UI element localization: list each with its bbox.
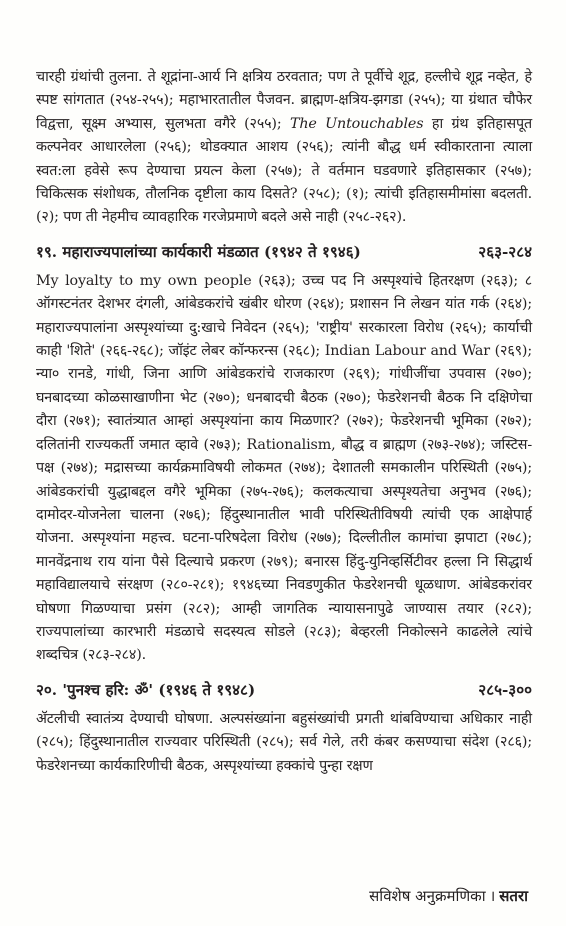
section-title: २०. 'पुनश्च हरि: ॐ' (१९४६ ते १९४८)	[36, 680, 256, 699]
footer-separator: ।	[489, 887, 496, 905]
section-body-20: ॲटलीची स्वातंत्र्य देण्याची घोषणा. अल्पसंख्यांना बहुसंख्यांची प्रगती थांबविण्याचा अधिकार नाही (२८५); हिंदुस्थानातील राज्यवार परिस्थिती (२८५); सर्व गेले, तरी कंबर कसण्याचा संदेश (२८६); फेडरेशनच्या कार्यकारिणीची बैठक, अस्पृश्यांच्या हक्कांचे पुन्हा रक्षण	[36, 710, 532, 774]
footer-label: सविशेष अनुक्रमणिका	[369, 887, 486, 905]
page-number: सतरा	[499, 887, 528, 905]
section-heading-20	[36, 680, 532, 700]
page-footer	[369, 886, 528, 906]
intro-italic-title: The Untouchables	[289, 115, 424, 132]
section-heading-19	[36, 242, 532, 262]
section-page-range: २८५-३००	[478, 680, 532, 699]
section-title: १९. महाराज्यपालांच्या कार्यकारी मंडळात (१९४२ ते १९४६)	[36, 242, 361, 261]
section-body-19: My loyalty to my own people (२६३); उच्च पद नि अस्पृश्यांचे हितरक्षण (२६३); ८ ऑगस्टनंतर देशभर दंगली, आंबेडकरांचे खंबीर धोरण (२६४); प्रशासन नि लेखन यांत गर्क (२६४); महाराज्यपालांना अस्पृश्यांच्या दु:खाचे निवेदन (२६५); 'राष्ट्रीय' सरकारला विरोध (२६५); कार्याची काही 'शिते' (२६६-२६८); जॉइंट लेबर कॉन्फरन्स (२६८); Indian Labour and War (२६९); न्या० रानडे, गांधी, जिना आणि आंबेडकरांचे राजकारण (२६९); गांधीजींचा उपवास (२७०); घनबादच्या कोळसाखाणीना भेट (२७०); धनबादची बैठक (२७०); फेडरेशनची बैठक नि दक्षिणेचा दौरा (२७१); स्वातंत्र्यात आम्हां अस्पृश्यांना काय मिळणार? (२७२); फेडरेशनची भूमिका (२७२); दलितांनी राज्यकर्ती जमात व्हावे (२७३); Rationalism, बौद्ध व ब्राह्मण (२७३-२७४); जस्टिस-पक्ष (२७४); मद्रासच्या कार्यक्रमाविषयी लोकमत (२७४); देशातली समकालीन परिस्थिती (२७५); आंबेडकरांची युद्धाबद्दल वगैरे भूमिका (२७५-२७६); कलकत्याचा अस्पृश्यतेचा अनुभव (२७६); दामोदर-योजनेला चालना (२७६); हिंदुस्थानातील भावी परिस्थितीविषयी त्यांची एक आक्षेपार्ह योजना. अस्पृश्यांना महत्त्व. घटना-परिषदेला विरोध (२७७); दिल्लीतील कामांचा झपाटा (२७८); मानवेंद्रनाथ राय यांना पैसे दिल्याचे प्रकरण (२७९); बनारस हिंदु-युनिव्हर्सिटीवर हल्ला नि सिद्धार्थ महाविद्यालयाचे संरक्षण (२८०-२८१); १९४६च्या निवडणुकीत फेडरेशनची धूळधाण. आंबेडकरांवर घोषणा गिळण्याचा प्रसंग (२८२); आम्ही जागतिक न्यायासनापुढे जाण्यास तयार (२८२); राज्यपालांच्या कारभारी मंडळाचे सदस्यत्व सोडले (२८३); बेव्हरली निकोल्सने काढलेले त्यांचे शब्दचित्र (२८३-२८४).	[36, 272, 532, 664]
section-page-range: २६३-२८४	[478, 242, 532, 261]
intro-text-2: हा ग्रंथ इतिहासपूत कल्पनेवर आधारलेला (२५६); थोडक्यात आशय (२५६); त्यांनी बौद्ध धर्म स्वीकारताना त्याला स्वत:ला हवेसे रूप देण्याचा प्रयत्न केला (२५७); ते वर्तमान घडवणारे इतिहासकार (२५७); चिकित्सक संशोधक, तौलनिक दृष्टीला काय दिसते? (२५८); (१); त्यांची इतिहासमीमांसा बदलती. (२); पण ती नेहमीच व्यावहारिक गरजेप्रमाणे बदले असे नाही (२५८-२६२).	[36, 115, 532, 226]
intro-text-1: चारही ग्रंथांची तुलना. ते शूद्रांना-आर्य नि क्षत्रिय ठरवतात; पण ते पूर्वीचे शूद्र, हल्लीचे शूद्र नव्हेत, हे स्पष्ट सांगतात (२५४-२५५); महाभारतातील पैजवन. ब्राह्मण-क्षत्रिय-झगडा (२५५); या ग्रंथात चौफेर विद्वत्ता, सूक्ष्म अभ्यास, सुलभता वगैरे (२५५);	[36, 69, 532, 132]
intro-paragraph	[36, 66, 532, 230]
